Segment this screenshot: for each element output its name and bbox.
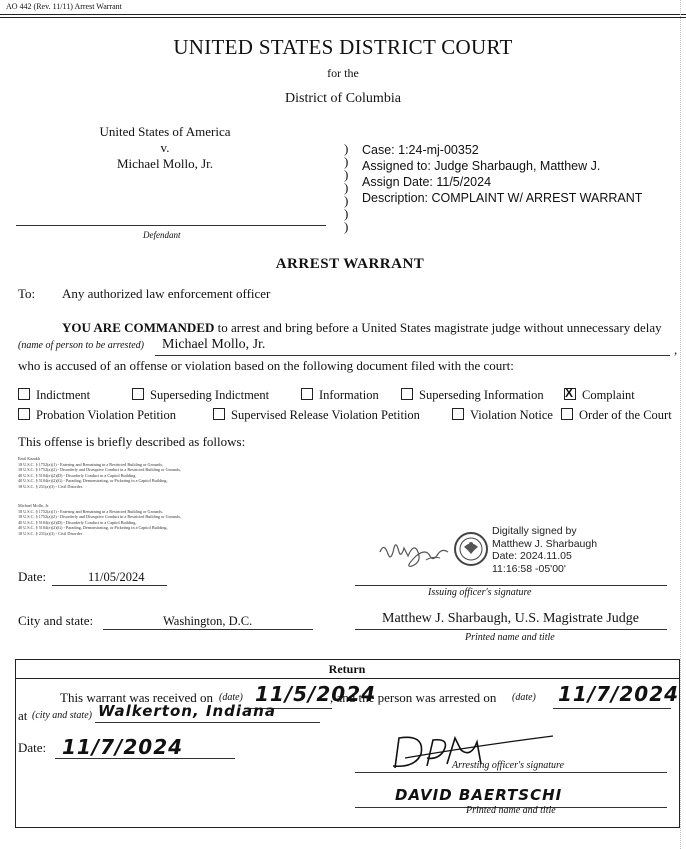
doc-information-label: Information (319, 388, 379, 402)
doc-violation-notice[interactable] (452, 408, 553, 423)
return-received-text: This warrant was received on (60, 690, 214, 705)
checkbox[interactable] (401, 388, 413, 400)
court-for: for the (327, 66, 359, 80)
digital-line: Matthew J. Sharbaugh (492, 537, 598, 550)
city-state-label: City and state: (18, 613, 94, 628)
to-label: To: (18, 286, 36, 301)
defendant-label: Defendant (143, 230, 181, 240)
city-state-rule (103, 629, 313, 630)
name-label: (name of person to be arrested) (18, 340, 144, 351)
command-paragraph (62, 320, 662, 336)
doc-indictment-label: Indictment (36, 388, 91, 402)
doc-order-of-court[interactable] (561, 408, 672, 423)
officer-signature-rule (355, 772, 667, 773)
officer-signature-label: Arresting officer's signature (452, 760, 564, 771)
return-arrested-text: , and the person was arrested on (330, 690, 497, 705)
issue-date-value: 11/05/2024 (88, 570, 145, 584)
doc-superseding-indictment[interactable] (132, 388, 269, 403)
accused-text: who is accused of an offense or violation based on the following document filed with the court: (18, 358, 514, 373)
doc-probation-label: Probation Violation Petition (36, 408, 176, 422)
printed-name-label: Printed name and title (465, 632, 555, 643)
form-id: AO 442 (Rev. 11/11) Arrest Warrant (6, 2, 122, 11)
checkbox[interactable] (18, 408, 30, 420)
caption-defendant: Michael Mollo, Jr. (116, 156, 214, 171)
doc-complaint-label: Complaint (582, 388, 635, 402)
doc-indictment[interactable] (18, 388, 90, 403)
return-received-date: 11/5/2024 (255, 682, 377, 706)
offense-line: 40 U.S.C. § 5104(e)(2)(D) - Disorderly Conduct in a Capitol Building, (18, 472, 137, 478)
checkbox[interactable] (132, 388, 144, 400)
offense-group-2 (18, 503, 181, 537)
doc-superseding-indictment-label: Superseding Indictment (150, 388, 270, 402)
issue-date-rule (52, 585, 167, 586)
issuing-signature-rule (355, 585, 667, 586)
caption-parens: ) ) ) ) ) ) ) (344, 141, 349, 234)
offense-intro: This offense is briefly described as follows: (18, 434, 246, 449)
checkbox[interactable] (213, 408, 225, 420)
checkbox-checked[interactable] (564, 388, 576, 400)
issue-date-label: Date: (18, 569, 47, 584)
doc-superseding-information[interactable] (401, 388, 544, 403)
offense-line: 18 U.S.C. § 1752(a)(2) - Disorderly and Disruptive Conduct in a Restricted Building or Grounds, (18, 467, 182, 473)
return-date-label: Date: (18, 740, 47, 755)
page-edge-mark (680, 0, 681, 849)
digital-line: 11:16:58 -05'00' (492, 562, 566, 575)
printed-name-rule (355, 629, 667, 630)
return-date-hint: (date) (219, 692, 243, 703)
doc-information[interactable] (301, 388, 379, 403)
offense-group-1 (18, 456, 181, 490)
doc-violation-notice-label: Violation Notice (470, 408, 553, 422)
return-date-hint-2: (date) (512, 692, 536, 703)
to-recipient: Any authorized law enforcement officer (62, 286, 271, 301)
name-rule (155, 355, 670, 356)
return-city-value: Walkerton, Indiana (98, 702, 276, 720)
offense-line: 18 U.S.C. § 1752(a)(2) - Disorderly and Disruptive Conduct in a Restricted Building or Grounds, (18, 514, 182, 520)
doc-superseding-information-label: Superseding Information (419, 388, 544, 402)
arrestee-name: Michael Mollo, Jr. (162, 337, 266, 352)
plaintiff: United States of America (99, 124, 231, 139)
return-city-rule (95, 722, 320, 723)
commanded-bold: YOU ARE COMMANDED (62, 320, 215, 335)
assign-date: Assign Date: 11/5/2024 (362, 175, 492, 189)
defendant-rule (16, 225, 326, 226)
digital-line: Date: 2024.11.05 (492, 550, 572, 562)
return-header-rule (15, 678, 679, 679)
checkbox[interactable] (301, 388, 313, 400)
return-city-hint: (city and state) (32, 710, 92, 721)
issuing-signature-label: Issuing officer's signature (428, 587, 532, 598)
doc-complaint[interactable] (564, 388, 635, 403)
return-date-value: 11/7/2024 (62, 735, 184, 759)
officer-printed-name: DAVID BAERTSCHI (395, 786, 563, 804)
offense-line: 18 U.S.C. § 1752(a)(1) - Entering and Remaining in a Restricted Building or Grounds, (18, 461, 164, 467)
return-date-rule (55, 758, 235, 759)
header-rule-2 (0, 17, 686, 18)
versus: v. (160, 140, 170, 155)
court-name: UNITED STATES DISTRICT COURT (173, 35, 513, 59)
offense-line: 40 U.S.C. § 5104(e)(2)(G) - Parading, Demonstrating, or Picketing in a Capitol Building, (18, 478, 168, 484)
checkbox[interactable] (452, 408, 464, 420)
checkbox[interactable] (18, 388, 30, 400)
name-comma: , (674, 342, 678, 357)
doc-probation[interactable] (18, 408, 176, 423)
digital-signature-text (492, 525, 597, 575)
header-rule (0, 14, 686, 15)
offense-group-1-name: Emil Kazakh (18, 456, 40, 461)
case-description: Description: COMPLAINT W/ ARREST WARRANT (362, 191, 643, 205)
officer-printed-label: Printed name and title (466, 805, 556, 816)
printed-judge-name: Matthew J. Sharbaugh, U.S. Magistrate Judge (382, 611, 640, 626)
doc-order-of-court-label: Order of the Court (579, 408, 672, 422)
court-seal-icon (453, 531, 489, 567)
doc-supervised-release[interactable] (213, 408, 420, 423)
city-state-value: Washington, D.C. (163, 614, 253, 628)
offense-line: 18 U.S.C. § 1752(a)(1) - Entering and Remaining in a Restricted Building or Grounds, (18, 508, 164, 514)
commanded-text: to arrest and bring before a United States magistrate judge without unnecessary delay (214, 320, 662, 335)
checkbox[interactable] (561, 408, 573, 420)
offense-line: 40 U.S.C. § 5104(e)(2)(G) - Parading, Demonstrating, or Picketing in a Capitol Building, (18, 525, 168, 531)
offense-line: 40 U.S.C. § 5104(e)(2)(D) - Disorderly Conduct in a Capitol Building, (18, 519, 137, 525)
court-district: District of Columbia (285, 91, 401, 106)
assigned-judge: Assigned to: Judge Sharbaugh, Matthew J. (362, 159, 601, 173)
offense-line: 18 U.S.C. § 231(a)(3) - Civil Disorder (18, 530, 83, 536)
doc-supervised-release-label: Supervised Release Violation Petition (231, 408, 420, 422)
return-arrested-date: 11/7/2024 (558, 682, 680, 706)
judge-signature-scribble (376, 530, 460, 576)
warrant-title: ARREST WARRANT (275, 256, 425, 272)
return-at-label: at (18, 708, 28, 723)
return-title: Return (328, 662, 366, 676)
digital-line: Digitally signed by (492, 525, 577, 537)
offense-group-2-name: Michael Mollo, Jr. (18, 503, 49, 508)
case-number: Case: 1:24-mj-00352 (362, 143, 479, 157)
arrested-date-rule (553, 708, 671, 709)
offense-line: 18 U.S.C. § 231(a)(3) - Civil Disorder. (18, 483, 83, 489)
